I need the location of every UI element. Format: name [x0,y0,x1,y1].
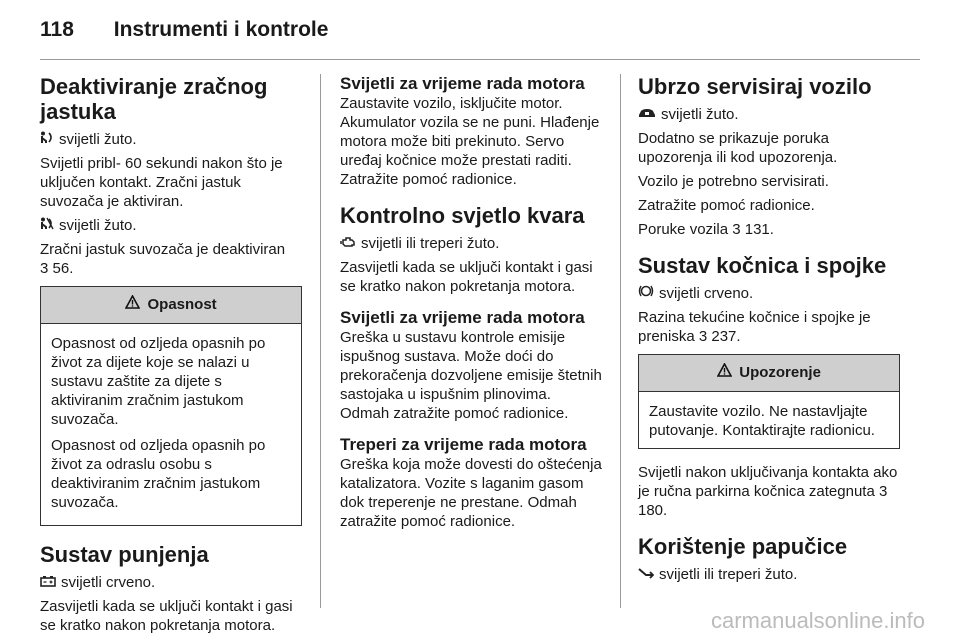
warning-triangle-icon [717,364,736,381]
pedal-line: svijetli ili treperi žuto. [638,565,900,584]
column-divider-1 [320,74,321,608]
malfunction-heading: Kontrolno svjetlo kvara [340,203,585,228]
brake-icon [638,284,654,303]
malfunction-line: svijetli ili treperi žuto. [340,234,603,253]
brake-paragraph: Razina tekućine kočnice i spojke je preniska 3 237. [638,309,871,345]
flashing-heading: Treperi za vrijeme rada motora [340,435,587,454]
malfunction-paragraph: Zasvijetli kada se uključi kontakt i gasi se kratko nakon pokretanja motora. [340,259,593,295]
warning-box [638,354,900,449]
column-2 [340,74,603,536]
warning-triangle-icon [125,296,144,313]
danger-box-header [41,287,301,324]
airbag-paragraph-2: Zračni jastuk suvozača je deaktiviran [40,241,286,258]
battery-icon [40,573,56,592]
airbag-heading: Deaktiviranje zračnog jastuka [40,74,268,124]
engine-running-heading-1: Svijetli za vrijeme rada motora [340,74,585,93]
service-car-icon [638,105,656,124]
page-header [40,18,328,42]
flashing-paragraph: Greška koja može dovesti do oštećenja katalizatora. Vozite s laganim gasom dok treperenje ne prestane. Odmah zatražite pomoć radionice. [340,456,602,530]
airbag-off-line: svijetli žuto. [40,216,302,235]
brake-paragraph-2: Svijetli nakon uključivanja kontakta ako je ručna parkirna kočnica zategnuta 3 180. [638,464,898,519]
charging-line: svijetli crveno. [40,573,302,592]
column-divider-2 [620,74,621,608]
airbag-on-icon [40,130,54,149]
warning-paragraph: Zaustavite vozilo. Ne nastavljajte putovanje. Kontaktirajte radionicu. [649,403,875,439]
airbag-off-icon [40,216,54,235]
brake-line: svijetli crveno. [638,284,900,303]
service-paragraph-2: Vozilo je potrebno servisirati. [638,173,829,190]
pedal-icon [638,565,654,584]
service-paragraph-1: Dodatno se prikazuje poruka upozorenja ili kod upozorenja. [638,130,838,166]
danger-paragraph-1: Opasnost od ozljeda opasnih po život za dijete koje se nalazi u sustavu zaštite za dijete s aktiviranim zračnim jastukom suvozača. [51,335,266,428]
service-paragraph-4: Poruke vozila 3 131. [638,221,774,238]
pedal-heading: Korištenje papučice [638,534,848,559]
header-rule [40,59,920,60]
danger-title: Opasnost [147,296,217,313]
engine-running-paragraph-1: Zaustavite vozilo, isključite motor. Akumulator vozila se ne puni. Hlađenje motora može biti prekinuto. Servo uređaj kočnice može prestati raditi. Zatražite pomoć radionice. [340,95,600,188]
warning-box-header [639,355,899,392]
airbag-reference: 3 56. [40,260,74,277]
service-heading: Ubrzo servisiraj vozilo [638,74,872,99]
engine-running-paragraph-2: Greška u sustavu kontrole emisije ispušnog sustava. Može doći do prekoračenja dozvoljene emisije štetnih sastojaka u ispušnim plinovima. Odmah zatražite pomoć radionice. [340,329,602,422]
column-3 [638,74,900,589]
airbag-paragraph-1: Svijetli pribl- 60 sekundi nakon što je uključen kontakt. Zračni jastuk suvozača je aktiviran. [40,155,283,210]
warning-title: Upozorenje [739,364,821,381]
page-number: 118 [40,18,74,41]
danger-paragraph-2: Opasnost od ozljeda opasnih po život za odraslu osobu s deaktiviranim zračnim jastukom suvozača. [51,437,266,511]
watermark: carmanualsonline.info [710,608,925,633]
airbag-on-line: svijetli žuto. [40,130,302,149]
column-1 [40,74,302,640]
engine-running-heading-2: Svijetli za vrijeme rada motora [340,308,585,327]
charging-heading: Sustav punjenja [40,542,209,567]
charging-paragraph: Zasvijetli kada se uključi kontakt i gasi se kratko nakon pokretanja motora. [40,598,293,634]
danger-box [40,286,302,526]
service-line: svijetli žuto. [638,105,900,124]
engine-icon [340,234,356,253]
brake-heading: Sustav kočnica i spojke [638,253,887,278]
service-paragraph-3: Zatražite pomoć radionice. [638,197,815,214]
page-header-title: Instrumenti i kontrole [113,18,329,41]
